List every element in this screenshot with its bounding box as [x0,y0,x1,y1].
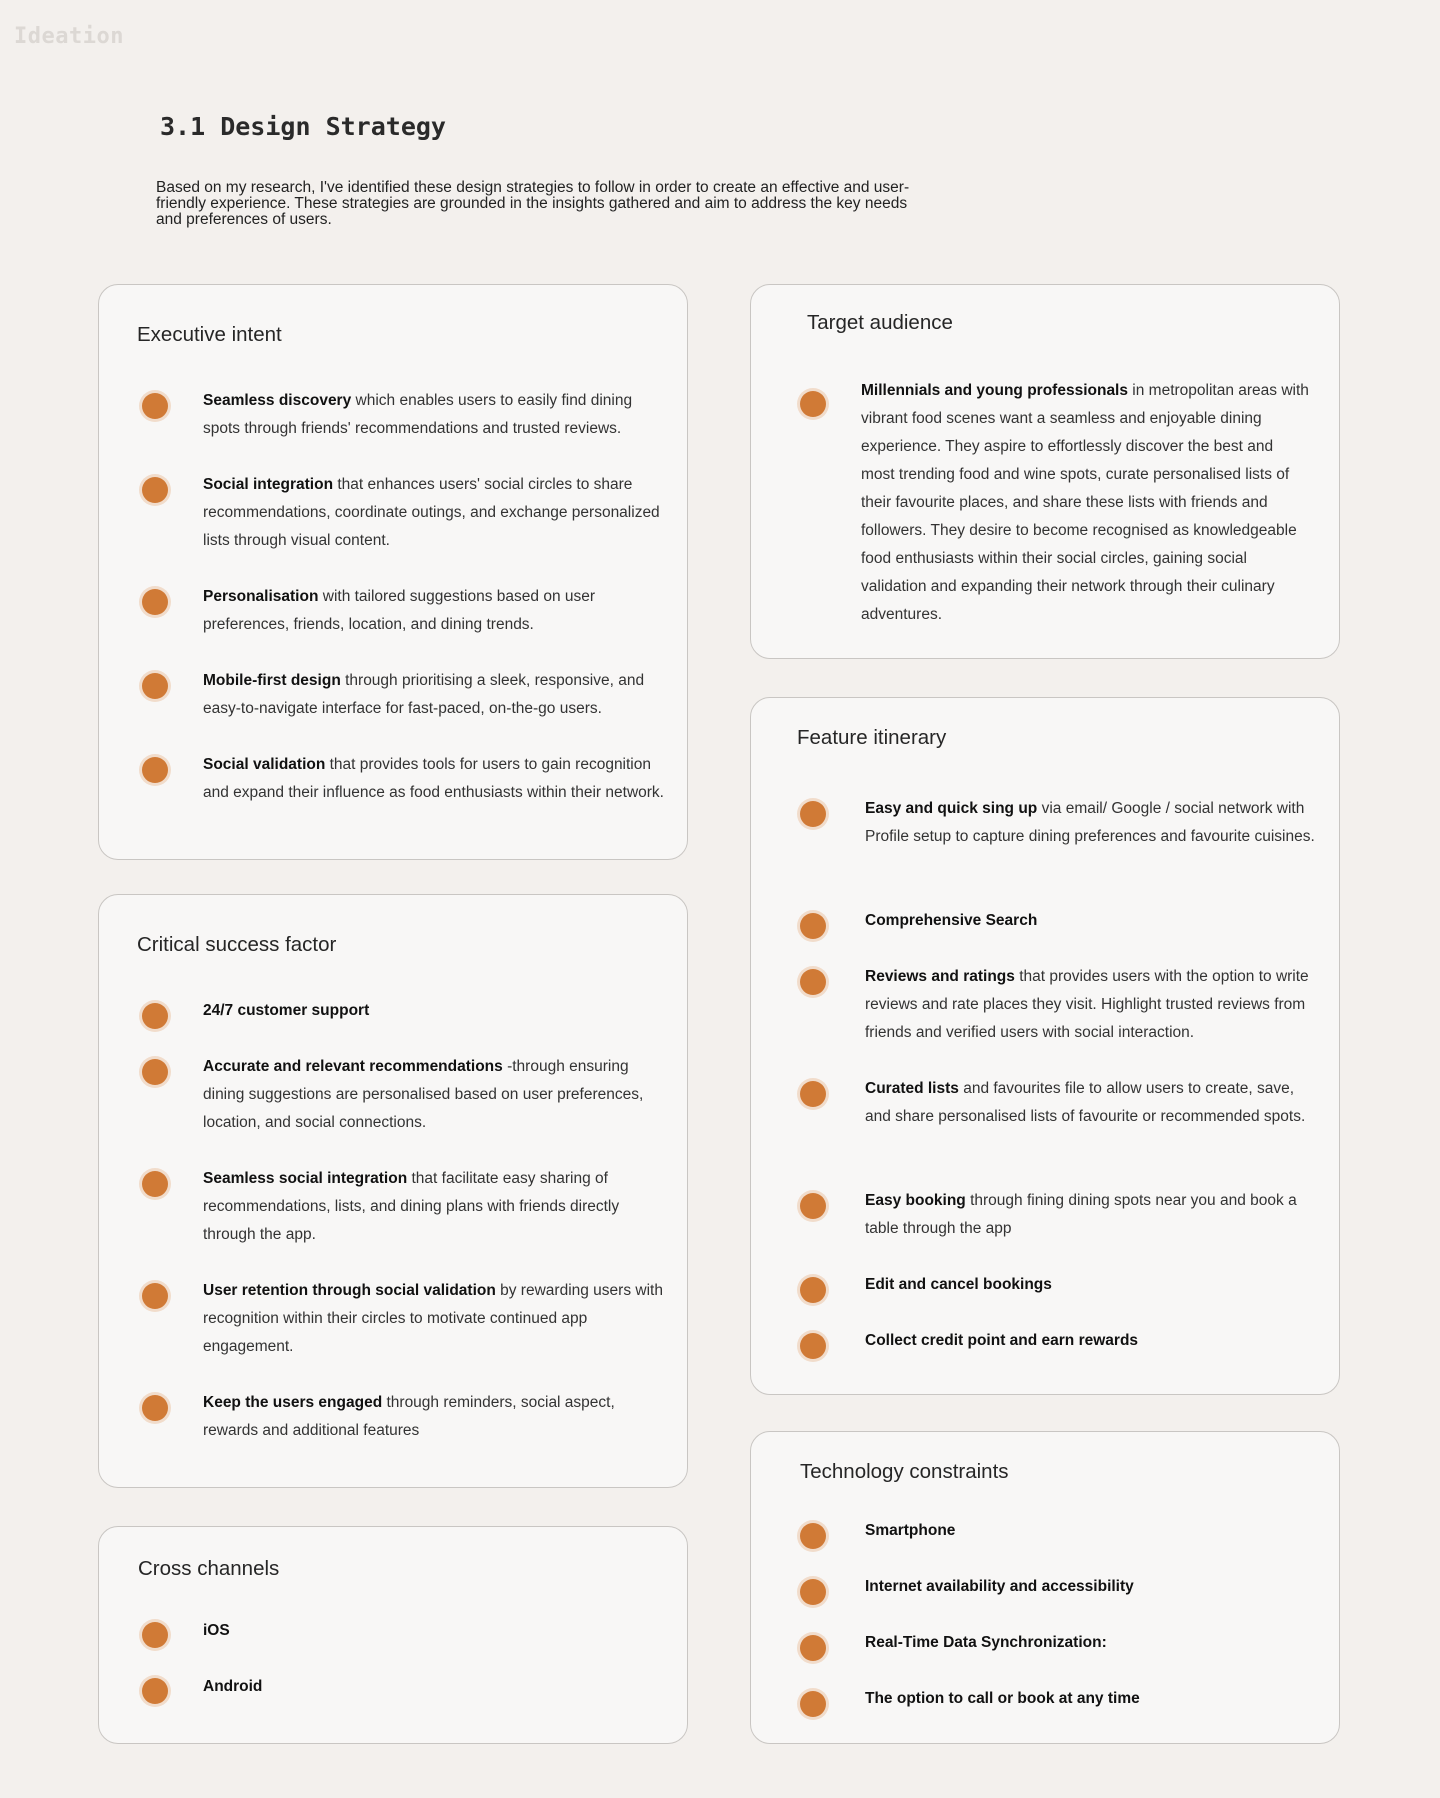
list-item-text: with tailored suggestions based on user preferences, friends, location, and dining trends. [203,588,596,633]
list-item-heading: Collect credit point and earn rewards [865,1332,1139,1349]
list-item-text: through prioritising a sleek, responsive, and easy-to-navigate interface for fast-paced, on-the-go users. [203,672,645,717]
list-item [865,1327,1320,1355]
bullet-icon [800,1333,826,1359]
technology-constraints-card [750,1431,1340,1744]
bullet-icon [800,969,826,995]
list-item-text: through reminders, social aspect, rewards and additional features [203,1394,615,1439]
card-title: Feature itinerary [797,726,947,749]
list-item-text: by rewarding users with recognition within their circles to motivate continued app engagement. [203,1282,663,1355]
feature-itinerary-card [750,697,1340,1395]
list-item-heading: The option to call or book at any time [865,1690,1140,1707]
card-title: Executive intent [137,323,282,346]
list-item [865,1075,1320,1131]
executive-intent-card [98,284,688,860]
list-item-heading: Edit and cancel bookings [865,1276,1052,1293]
list-item-heading: 24/7 customer support [203,1002,370,1019]
list-item [865,795,1320,851]
target-audience-card [750,284,1340,659]
list-item [203,1053,668,1137]
list-item-heading: Seamless social integration [203,1170,408,1187]
bullet-icon [142,393,168,419]
list-item-text: through fining dining spots near you and book a table through the app [865,1192,1297,1237]
list-item-heading: Internet availability and accessibility [865,1578,1134,1595]
card-title: Cross channels [138,1557,280,1580]
list-item-heading: Smartphone [865,1522,956,1539]
bullet-icon [142,1283,168,1309]
list-item [203,1277,668,1361]
list-item [865,1685,1320,1713]
list-item-text: in metropolitan areas with vibrant food scenes want a seamless and enjoyable dining experience. They aspire to effortlessly discover the best and most trending food and wine spots, curate personalised lists of their favourite places, and share these lists with friends and followers. They desire to become recognised as knowledgeable food enthusiasts within their social circles, gaining social validation and expanding their network through their culinary adventures. [861,382,1309,623]
list-item [203,471,668,555]
bullet-icon [800,1193,826,1219]
bullet-icon [800,1691,826,1717]
list-item-heading: Social integration [203,476,334,493]
list-item-heading: Curated lists [865,1080,959,1097]
list-item-text: that facilitate easy sharing of recommendations, lists, and dining plans with friends directly through the app. [203,1170,620,1243]
list-item-heading: Real-Time Data Synchronization: [865,1634,1107,1651]
critical-success-factor-card [98,894,688,1488]
brand-label: Ideation [14,24,124,49]
bullet-icon [800,391,826,417]
list-item [865,963,1320,1047]
bullet-icon [142,589,168,615]
list-item [865,907,1320,935]
list-item-heading: iOS [203,1622,230,1639]
bullet-icon [142,1622,168,1648]
list-item-heading: Easy and quick sing up [865,800,1038,817]
list-item [203,583,668,639]
list-item-heading: Keep the users engaged [203,1394,383,1411]
bullet-icon [142,477,168,503]
list-item [861,377,1311,629]
list-item-text: that provides users with the option to write reviews and rate places they visit. Highlight trusted reviews from friends and verified users with social interaction. [865,968,1309,1041]
bullet-icon [142,757,168,783]
list-item-text: -through ensuring dining suggestions are personalised based on user preferences, location, and social connections. [203,1058,644,1131]
bullet-icon [142,1171,168,1197]
list-item-text: via email/ Google / social network with Profile setup to capture dining preferences and favourite cuisines. [865,800,1315,845]
bullet-icon [800,913,826,939]
list-item [865,1271,1320,1299]
list-item [203,1617,668,1645]
list-item-heading: Android [203,1678,263,1695]
list-item-text: and favourites file to allow users to create, save, and share personalised lists of favourite or recommended spots. [865,1080,1306,1125]
list-item-heading: Personalisation [203,588,319,605]
bullet-icon [800,1523,826,1549]
page-title: 3.1 Design Strategy [160,112,446,141]
list-item [865,1517,1320,1545]
bullet-icon [800,1277,826,1303]
bullet-icon [800,1635,826,1661]
bullet-icon [142,1395,168,1421]
card-title: Technology constraints [800,1460,1009,1483]
list-item-text: that provides tools for users to gain recognition and expand their influence as food enthusiasts within their network. [203,756,664,801]
list-item [203,751,668,807]
list-item-heading: Social validation [203,756,326,773]
list-item [203,667,668,723]
bullet-icon [800,801,826,827]
list-item-heading: Easy booking [865,1192,966,1209]
card-title: Target audience [807,311,953,334]
list-item-heading: Accurate and relevant recommendations [203,1058,503,1075]
intro-paragraph: Based on my research, I've identified these design strategies to follow in order to create an effective and user-friendly experience. These strategies are grounded in the insights gathered and aim to address the key needs and preferences of users. [156,179,910,228]
list-item [865,1187,1320,1243]
list-item [865,1573,1320,1601]
bullet-icon [142,1059,168,1085]
list-item [203,387,668,443]
list-item-heading: Mobile-first design [203,672,341,689]
list-item [203,997,668,1025]
list-item-heading: Millennials and young professionals [861,382,1128,399]
list-item-heading: User retention through social validation [203,1282,496,1299]
cross-channels-card [98,1526,688,1744]
list-item-heading: Seamless discovery [203,392,352,409]
card-title: Critical success factor [137,933,337,956]
bullet-icon [800,1579,826,1605]
list-item [203,1673,668,1701]
list-item-heading: Reviews and ratings [865,968,1015,985]
list-item-heading: Comprehensive Search [865,912,1038,929]
list-item-text: which enables users to easily find dining spots through friends' recommendations and trusted reviews. [203,392,633,437]
list-item [203,1165,668,1249]
list-item [865,1629,1320,1657]
bullet-icon [142,1678,168,1704]
list-item [203,1389,668,1445]
bullet-icon [142,1003,168,1029]
list-item-text: that enhances users' social circles to share recommendations, coordinate outings, and exchange personalized lists through visual content. [203,476,660,549]
bullet-icon [800,1081,826,1107]
bullet-icon [142,673,168,699]
